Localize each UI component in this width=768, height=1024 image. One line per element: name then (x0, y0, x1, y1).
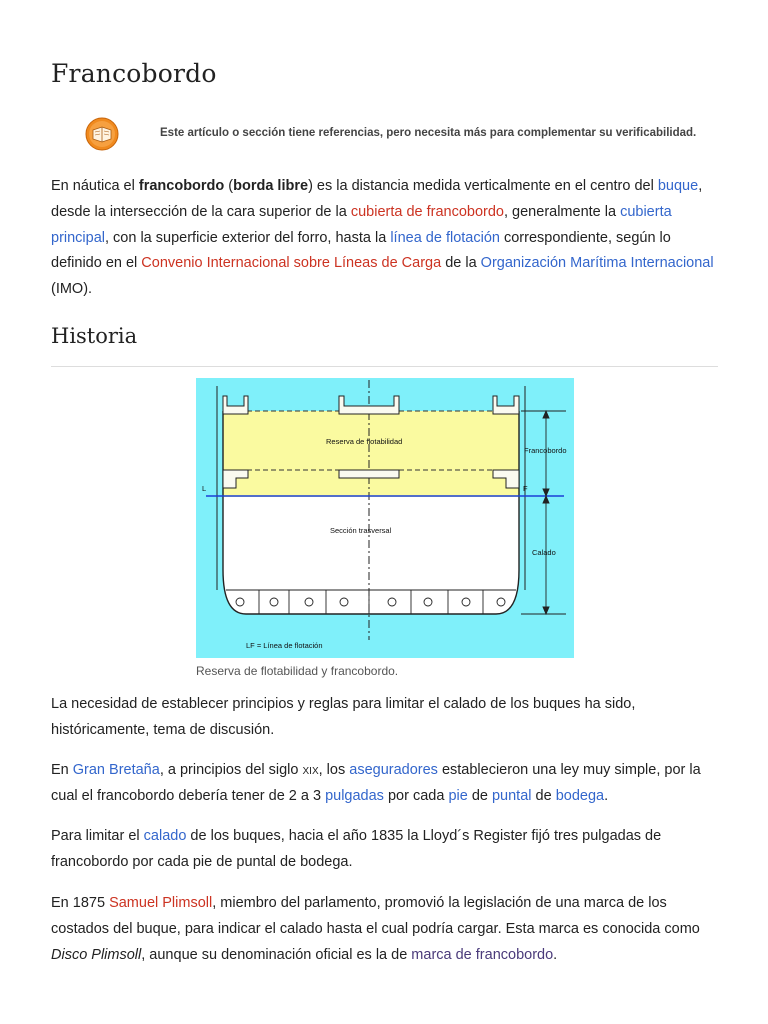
label-lf: LF = Línea de flotación (246, 641, 323, 650)
paragraph-plimsoll: En 1875 Samuel Plimsoll, miembro del parlamento, promovió la legislación de una marca de los costados del buque, para indicar el calado hasta el cual podría cargar. Esta marca es conocida como Disco Plimsoll, aunque su denominación oficial es la de marca de francobordo. (51, 895, 700, 963)
label-F: F (523, 484, 528, 493)
link-bodega[interactable]: bodega (555, 787, 605, 804)
section-heading-historia: Historia (51, 324, 138, 348)
section-divider (51, 366, 718, 367)
link-marca-de-francobordo[interactable]: marca de francobordo (411, 946, 554, 963)
link-cubierta-de-francobordo[interactable]: cubierta de francobordo (350, 203, 504, 220)
intro-paragraph: En náutica el francobordo (borda libre) es la distancia medida verticalmente en el centro del buque, desde la intersección de la cara superior de la cubierta de francobordo, generalmente la cubierta principal, con la superficie exterior del forro, hasta la línea de flotación correspondiente, según lo definido en el Convenio Internacional sobre Líneas de Carga de la Organización Marítima Internacional (IMO). (51, 178, 714, 298)
link-gran-bretana[interactable]: Gran Bretaña (72, 762, 160, 778)
label-francobordo: Francobordo (524, 446, 567, 455)
link-organizacion-maritima-internacional[interactable]: Organización Marítima Internacional (480, 255, 714, 272)
hull-interior (223, 497, 519, 614)
paragraph-gran-bretana: En Gran Bretaña, a principios del siglo xix, los aseguradores establecieron una ley muy simple, por la cual el francobordo debería tener de 2 a 3 pulgadas por cada pie de puntal de bodega. (51, 762, 701, 804)
link-buque[interactable]: buque (657, 178, 699, 194)
label-seccion: Sección trasversal (330, 526, 392, 535)
label-reserva: Reserva de flotabilidad (326, 437, 403, 446)
paragraph-lloyds: Para limitar el calado de los buques, hacia el año 1835 la Lloyd´s Register fijó tres pulgadas de francobordo por cada pie de puntal de bodega. (51, 828, 662, 870)
reserve-area (223, 411, 519, 497)
century-numeral: xix (302, 762, 319, 778)
label-L: L (202, 484, 207, 493)
link-cubierta-principal[interactable]: cubierta principal (51, 203, 672, 246)
term-borda-libre: borda libre (233, 178, 309, 194)
link-convenio-lineas-de-carga[interactable]: Convenio Internacional sobre Líneas de Carga (141, 255, 442, 272)
link-puntal[interactable]: puntal (491, 787, 532, 804)
page-title: Francobordo (51, 59, 217, 88)
freeboard-diagram[interactable] (196, 378, 574, 658)
link-aseguradores[interactable]: aseguradores (349, 762, 438, 778)
link-calado[interactable]: calado (143, 828, 187, 844)
references-notice (51, 115, 718, 155)
notice-text: Este artículo o sección tiene referencias, pero necesita más para complementar su verificabilidad. (160, 127, 697, 139)
link-pie[interactable]: pie (448, 787, 468, 804)
term-francobordo: francobordo (138, 178, 225, 194)
paragraph-necesidad: La necesidad de establecer principios y reglas para limitar el calado de los buques ha sido, históricamente, tema de discusión. (51, 696, 636, 738)
figure-caption: Reserva de flotabilidad y francobordo. (196, 664, 399, 678)
link-pulgadas[interactable]: pulgadas (325, 787, 384, 804)
link-linea-de-flotacion[interactable]: línea de flotación (390, 229, 500, 246)
book-warning-icon (85, 117, 119, 151)
link-samuel-plimsoll[interactable]: Samuel Plimsoll (109, 895, 213, 911)
label-calado: Calado (532, 548, 556, 557)
term-disco-plimsoll: Disco Plimsoll (51, 946, 142, 963)
